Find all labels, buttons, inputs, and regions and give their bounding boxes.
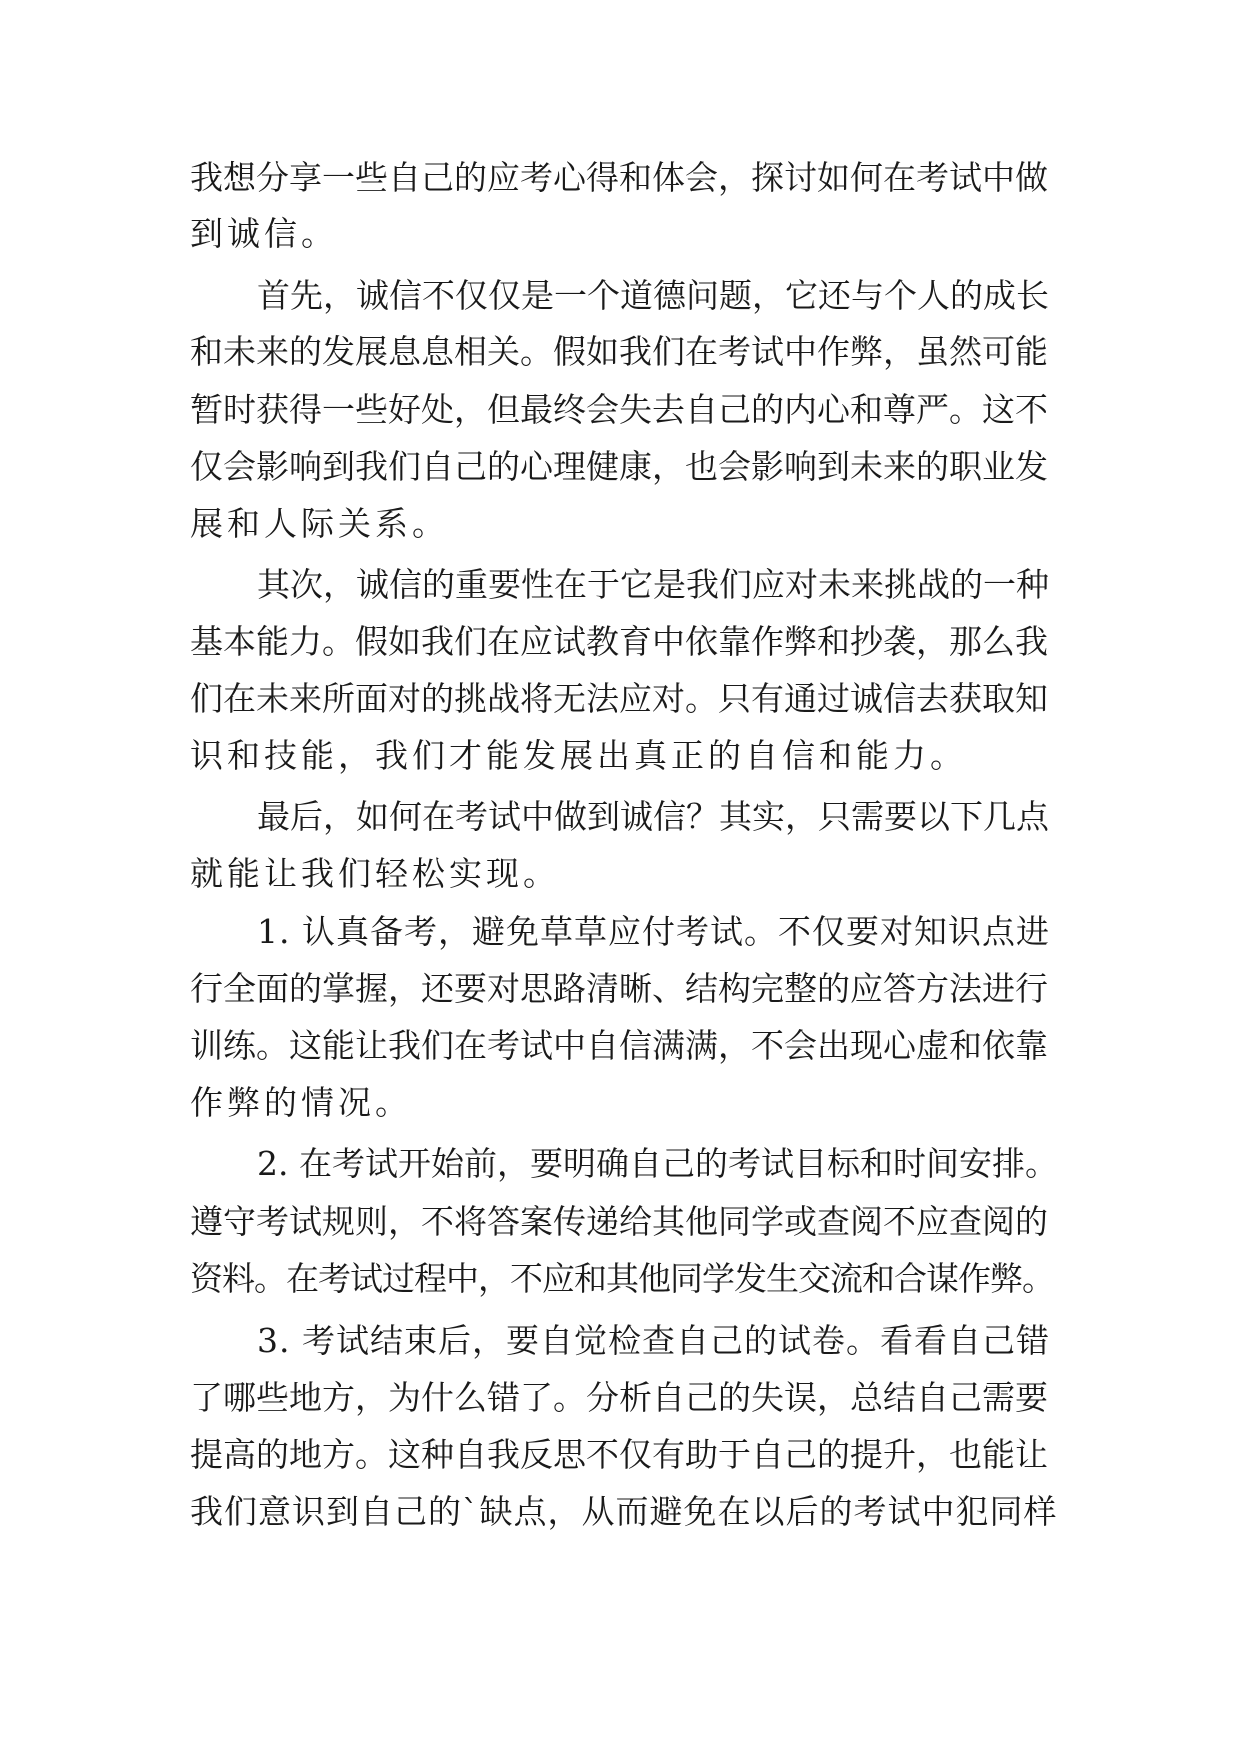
text-line: 最后，如何在考试中做到诚信？其实，只需要以下几点	[257, 797, 1049, 836]
text-line: 行全面的掌握，还要对思路清晰、结构完整的应答方法进行	[190, 969, 1048, 1008]
text-line: 到诚信。	[190, 214, 338, 253]
text-line: 3. 考试结束后，要自觉检查自己的试卷。看看自己错	[257, 1321, 1050, 1360]
text-line: 作弊的情况。	[190, 1083, 412, 1122]
text-line: 了哪些地方，为什么错了。分析自己的失误，总结自己需要	[190, 1378, 1048, 1417]
text-line: 暂时获得一些好处，但最终会失去自己的内心和尊严。这不	[190, 390, 1048, 429]
text-line: 1. 认真备考，避免草草应付考试。不仅要对知识点进	[257, 912, 1050, 951]
text-line: 我们意识到自己的`缺点，从而避免在以后的考试中犯同样	[190, 1492, 1058, 1531]
text-line: 首先，诚信不仅仅是一个道德问题，它还与个人的成长	[257, 276, 1049, 315]
text-line: 就能让我们轻松实现。	[190, 854, 560, 893]
text-line: 2. 在考试开始前，要明确自己的考试目标和时间安排。	[257, 1144, 1058, 1183]
text-line: 我想分享一些自己的应考心得和体会，探讨如何在考试中做	[190, 158, 1048, 197]
text-line: 遵守考试规则，不将答案传递给其他同学或查阅不应查阅的	[190, 1202, 1048, 1241]
text-line: 们在未来所面对的挑战将无法应对。只有通过诚信去获取知	[190, 679, 1048, 718]
text-line: 其次，诚信的重要性在于它是我们应对未来挑战的一种	[257, 565, 1049, 604]
text-line: 提高的地方。这种自我反思不仅有助于自己的提升，也能让	[190, 1435, 1048, 1474]
text-line: 展和人际关系。	[190, 504, 449, 543]
text-line: 资料。在考试过程中，不应和其他同学发生交流和合谋作弊。	[190, 1259, 1054, 1298]
text-line: 识和技能，我们才能发展出真正的自信和能力。	[190, 736, 967, 775]
text-line: 训练。这能让我们在考试中自信满满，不会出现心虚和依靠	[190, 1026, 1048, 1065]
text-line: 基本能力。假如我们在应试教育中依靠作弊和抄袭，那么我	[190, 622, 1048, 661]
text-line: 仅会影响到我们自己的心理健康，也会影响到未来的职业发	[190, 447, 1048, 486]
text-line: 和未来的发展息息相关。假如我们在考试中作弊，虽然可能	[190, 332, 1048, 371]
